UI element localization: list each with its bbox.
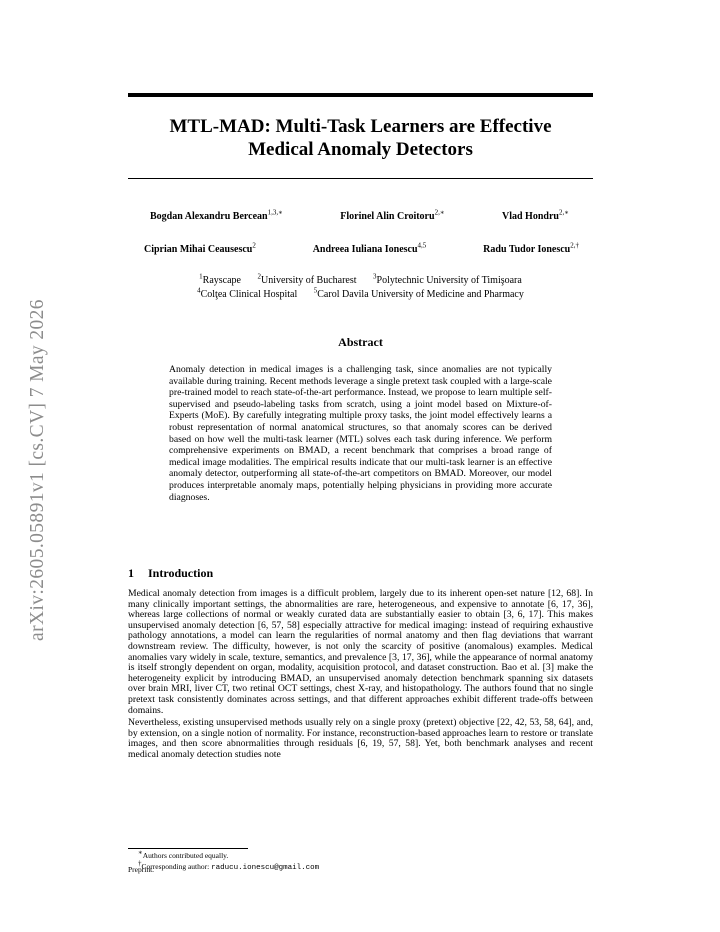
section-number: 1 (128, 566, 134, 580)
affiliation: $^3$Polytechnic University of Timişoara (373, 272, 522, 286)
paragraph: Nevertheless, existing unsupervised methods usually rely on a single proxy (pretext) objective [22, 42, 53, 58, 64], and, by extension, on a single notion of normality. For instance, reconstruction-based approaches learn to restore or translate images, and then score abnormalities through residuals [6, 19, 57, 58]. Yet, both benchmark analyses and recent medical anomaly detection studies note (128, 717, 593, 760)
author: Radu Tudor Ionescu$^{2,\dagger}$ (483, 241, 579, 255)
author: Bogdan Alexandru Bercean$^{1,3,∗}$ (150, 208, 283, 222)
section-heading-introduction (128, 566, 213, 581)
author-row-2 (128, 241, 593, 255)
footnote: ∗Authors contributed equally. (138, 848, 229, 860)
arxiv-identifier-text: arXiv:2605.05891v1 [cs.CV] 7 May 2026 (27, 299, 48, 641)
paper-title-line-2: Medical Anomaly Detectors (248, 139, 473, 160)
arxiv-identifier-stamp (8, 260, 68, 680)
abstract-text: Anomaly detection in medical images is a challenging task, since anomalies are not typically available during training. Recent methods leverage a single pretext task coupled with a large-scale pre-trained model to reach state-of-the-art performance. Instead, we propose to learn multiple self-supervised and pseudo-labeling tasks from scratch, using a joint model based on Mixture-of-Experts (MoE). By carefully integrating multiple proxy tasks, the joint model effectively learns a robust representation of normal anatomical structures, so that anomaly scores can be derived based on how well the multi-task learner (MTL) solves each task during inference. We perform comprehensive experiments on BMAD, a recent benchmark that comprises a broad range of medical image modalities. The empirical results indicate that our multi-task learner is an effective anomaly detector, outperforming all state-of-the-art competitors on BMAD. Moreover, our model produces interpretable anomaly maps, potentially helping physicians in providing more accurate diagnoses. (169, 364, 552, 503)
author-row-1 (128, 208, 593, 222)
affiliation: $^2$University of Bucharest (257, 272, 357, 286)
author: Andreea Iuliana Ionescu$^{4,5}$ (312, 241, 427, 255)
footnote-rule (128, 848, 248, 849)
preprint-label: Preprint. (128, 865, 155, 874)
title-bottom-rule (128, 178, 593, 179)
email-link[interactable]: raducu.ionescu@gmail.com (211, 863, 320, 872)
affiliation: $^5$Carol Davila University of Medicine and Pharmacy (313, 286, 524, 300)
author: Ciprian Mihai Ceausescu$^2$ (144, 241, 256, 255)
author: Florinel Alin Croitoru$^{2,∗}$ (340, 208, 445, 222)
affiliations-line-2 (128, 286, 593, 300)
affiliations-line-1 (128, 272, 593, 286)
affiliation: $^1$Rayscape (199, 272, 241, 286)
paper-title-line-1: MTL-MAD: Multi-Task Learners are Effective (169, 116, 552, 137)
abstract-heading: Abstract (338, 335, 383, 349)
title-top-rule (128, 93, 593, 97)
footnote: †Corresponding author: raducu.ionescu@gmail.com (138, 859, 320, 872)
footnotes (138, 848, 320, 873)
author: Vlad Hondru$^{2,∗}$ (502, 208, 569, 222)
introduction-body (128, 589, 593, 761)
section-title: Introduction (148, 566, 214, 580)
paragraph: Medical anomaly detection from images is a difficult problem, largely due to its inherent open-set nature [12, 68]. In many clinically important settings, the abnormalities are rare, heterogeneous, and expensive to annotate [6, 17, 36], whereas large collections of normal or weakly curated data are substantially easier to obtain [3, 6, 17]. This makes unsupervised anomaly detection [6, 57, 58] especially attractive for medical imaging: instead of requiring exhaustive pathology annotations, a model can learn the regularities of normal anatomy and then flag deviations that warrant downstream review. The difficulty, however, is not only the scarcity of positive (anomalous) examples. Medical anomalies vary widely in scale, texture, semantics, and prevalence [3, 17, 36], while the appearance of normal anatomy is itself strongly dependent on organ, modality, acquisition protocol, and dataset construction. Bao et al. [3] make the heterogeneity explicit by introducing BMAD, an unsupervised anomaly detection benchmark spanning six datasets over brain MRI, liver CT, two retinal OCT settings, chest X-ray, and histopathology. The authors found that no single pretext task consistently dominates across settings, and that different approaches exhibit different trade-offs between domains. (128, 588, 593, 716)
paper-title (128, 115, 593, 161)
affiliation: $^4$Colţea Clinical Hospital (197, 286, 298, 300)
